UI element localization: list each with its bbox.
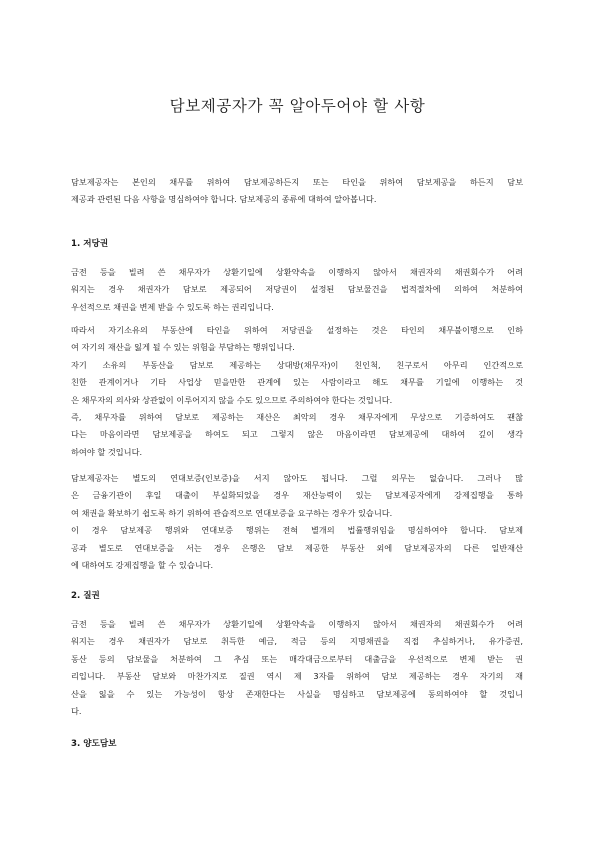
text-line: 동산 등의 담보물을 처분하여 그 추심 또는 매각대금으로부터 대출금을 우선적으로 변제 받는 권 — [71, 653, 523, 664]
section-heading-mortgage: 1. 저당권 — [71, 239, 109, 249]
text-line: 금전 등을 빌려 쓴 채무자가 상환기일에 상환약속을 이행하지 않아서 채권자의 채권회수가 어려 — [71, 267, 523, 277]
text-line: 산을 잃을 수 있는 가능성이 항상 존재한다는 사실을 명심하고 담보제공에 동의하여야 할 것입니 — [71, 688, 523, 699]
text-line: 제공과 관련된 다음 사항을 명심하여야 합니다. 담보제공의 종류에 대하여 알아봅니다. — [71, 194, 377, 205]
text-line: 공과 별도로 연대보증을 서는 경우 은행은 담보 제공한 부동산 외에 담보제공자의 다른 일반재산 — [71, 542, 523, 553]
text-line: 담보제공자는 본인의 채무를 위하여 담보제공하든지 또는 타인을 위하여 담보제공을 하든지 담보 — [71, 177, 523, 187]
text-line: 하여야 할 것입니다. — [71, 446, 143, 457]
text-line: 다. — [71, 706, 82, 717]
text-line: 금전 등을 빌려 쓴 채무자가 상환기일에 상환약속을 이행하지 않아서 채권자의 채권회수가 어려 — [71, 619, 523, 629]
text-line: 워지는 경우 채권자가 담보로 취득한 예금, 적금 등의 지명채권을 직접 추심하거나, 유가증권, — [71, 636, 523, 647]
text-line: 즉, 채무자를 위하여 담보로 제공하는 재산은 최악의 경우 채무자에게 무상으로 기증하여도 괜찮 — [71, 412, 523, 423]
paragraph — [71, 616, 523, 720]
section-heading-pledge: 2. 질권 — [71, 591, 100, 601]
paragraph — [71, 470, 523, 574]
text-line: 은 금융기관이 후일 대출이 부실화되었을 경우 재산능력이 있는 담보제공자에게 강제집행을 통하 — [71, 490, 523, 501]
text-line: 따라서 자기소유의 부동산에 타인을 위하여 저당권을 설정하는 것은 타인의 채무불이행으로 인하 — [71, 325, 523, 335]
text-line: 리입니다. 부동산 담보와 마찬가지로 질권 역시 제 3자를 위하여 담보 제공하는 경우 자기의 재 — [71, 671, 523, 682]
intro-paragraph — [71, 174, 523, 209]
text-line: 은 채무자의 의사와 상관없이 이루어지지 않을 수도 있으므로 주의하여야 한다는 것입니다. — [71, 394, 393, 405]
text-line: 워지는 경우 채권자가 담보로 제공되어 저당권이 설정된 담보물건을 법적절차에 의하여 처분하여 — [71, 284, 523, 295]
text-line: 에 대하여도 강제집행을 할 수 있습니다. — [71, 560, 214, 571]
text-line: 이 경우 담보제공 행위와 연대보증 행위는 전혀 별개의 법률행위임을 명심하여야 합니다. 담보제 — [71, 525, 523, 536]
text-line: 친한 관계이거나 기타 사업상 믿을만한 관계에 있는 사람이라고 해도 채무를 기일에 이행하는 것 — [71, 377, 523, 388]
paragraph — [71, 322, 523, 461]
document-title: 담보제공자가 꼭 알아두어야 할 사항 — [169, 97, 426, 115]
paragraph — [71, 264, 523, 316]
text-line: 여 채권을 확보하기 쉽도록 하기 위하여 관습적으로 연대보증을 요구하는 경우가 있습니다. — [71, 507, 393, 518]
text-line: 자기 소유의 부동산을 담보로 제공하는 상대방(채무자)이 친인척, 친구로서 아무리 인간적으로 — [71, 359, 523, 370]
text-line: 여 자기의 재산을 잃게 될 수 있는 위험을 부담하는 행위입니다. — [71, 342, 295, 353]
section-heading-transfer-security: 3. 양도담보 — [71, 739, 117, 749]
text-line: 우선적으로 채권을 변제 받을 수 있도록 하는 권리입니다. — [71, 301, 274, 312]
text-line: 다는 마음이라면 담보제공을 하여도 되고 그렇지 않은 마음이라면 담보제공에 대하여 깊이 생각 — [71, 429, 523, 440]
text-line: 담보제공자는 별도의 연대보증(인보증)을 서지 않아도 됩니다. 그럴 의무는 없습니다. 그러나 많 — [71, 473, 523, 483]
